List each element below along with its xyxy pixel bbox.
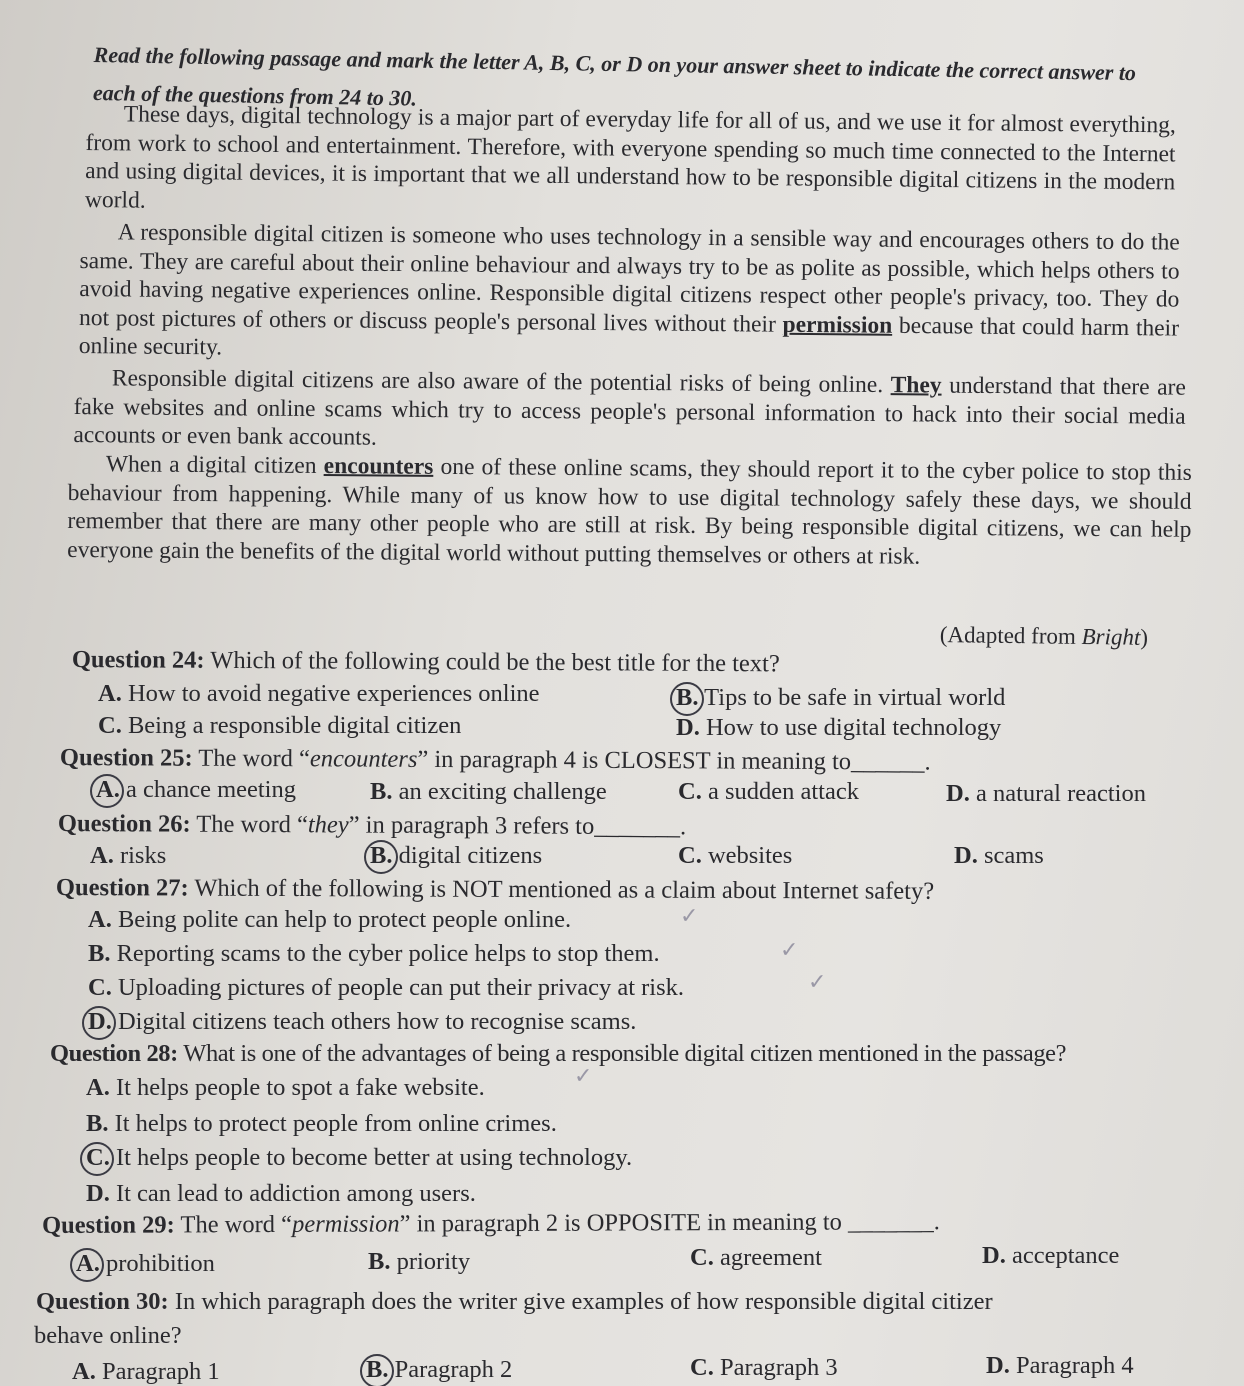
paragraph-4: When a digital citizen encounters one of these online scams, they should report it to the cyber police to stop this behaviour from happening. While many of us know how to use digital technology safely these days, we should remember that there are many other people who are still at risk. By being responsible digital citizens, we can help everyone gain the benefits of the digital world without putting themselves or others at risk. [67,451,1192,570]
q24-option-a[interactable]: A. How to avoid negative experiences online [98,680,540,707]
q26-option-b[interactable]: B. digital citizens [370,842,543,869]
question-27: Question 27: Which of the following is NOT mentioned as a claim about Internet safety? [55,874,935,905]
q29-option-d[interactable]: D. acceptance [982,1242,1120,1269]
q25-option-d[interactable]: D. a natural reaction [946,780,1146,807]
q27-option-b[interactable]: B. Reporting scams to the cyber police helps to stop them. [88,940,660,967]
passage-source: (Adapted from Bright) [939,622,1149,650]
q25-option-b[interactable]: B. an exciting challenge [370,778,607,805]
q28-option-a[interactable]: A. It helps people to spot a fake website. [86,1074,485,1101]
check-mark-icon: ✓ [808,970,827,995]
keyword-encounters: encounters [323,453,434,480]
q26-option-a[interactable]: A. risks [90,842,167,869]
q30-option-a[interactable]: A. Paragraph 1 [72,1358,220,1385]
question-28: Question 28: What is one of the advantages of being a responsible digital citizen mentioned in the passage? [50,1040,1067,1067]
question-25: Question 25: The word “encounters” in paragraph 4 is CLOSEST in meaning to______. [59,744,931,776]
q26-option-c[interactable]: C. websites [678,842,793,869]
check-mark-icon: ✓ [574,1064,593,1089]
q24-option-b[interactable]: B. Tips to be safe in virtual world [676,684,1006,711]
check-mark-icon: ✓ [680,904,699,929]
question-30: Question 30: In which paragraph does the writer give examples of how responsible digital citizer [36,1288,993,1315]
q28-option-c[interactable]: C. It helps people to become better at using technology. [86,1144,633,1171]
q28-option-d[interactable]: D. It can lead to addiction among users. [86,1180,476,1207]
question-26: Question 26: The word “they” in paragraph 3 refers to_______. [57,810,687,841]
instructions: Read the following passage and mark the letter A, B, C, or D on your answer sheet to indicate the correct answer to each of the questions from 24 to 30. [92,41,1137,111]
q28-option-b[interactable]: B. It helps to protect people from online crimes. [86,1110,557,1137]
selected-answer-mark: B. [370,842,393,869]
selected-answer-mark: C. [86,1144,110,1171]
paragraph-1: These days, digital technology is a major part of everyday life for all of us, and we use it for almost everything, from work to school and entertainment. Therefore, with everyone spending so much time connected to the Internet and using digital devices, it is important that we all understand how to be responsible digital citizens in the modern world. [84,101,1176,214]
q30-option-c[interactable]: C. Paragraph 3 [690,1354,838,1381]
q24-option-d[interactable]: D. How to use digital technology [676,714,1002,741]
q26-option-d[interactable]: D. scams [954,842,1044,869]
keyword-permission: permission [782,311,893,339]
paragraph-2: A responsible digital citizen is someone who uses technology in a sensible way and encourages others to do the same. They are careful about their online behaviour and always try to be as polite as possible, which helps others to avoid having negative experiences online. Responsible digital citizens respect other people's privacy, too. They do not post pictures of others or discuss people's personal lives without their permission because that could harm their online security. [78,219,1180,361]
selected-answer-mark: D. [88,1008,112,1035]
q27-option-d[interactable]: D. Digital citizens teach others how to recognise scams. [88,1008,637,1035]
selected-answer-mark: B. [366,1356,389,1383]
q29-option-a[interactable]: A. prohibition [76,1250,215,1277]
question-29: Question 29: The word “permission” in paragraph 2 is OPPOSITE in meaning to _______. [42,1208,940,1239]
selected-answer-mark: A. [76,1250,100,1277]
q25-option-a[interactable]: A. a chance meeting [96,776,296,803]
q29-option-b[interactable]: B. priority [368,1248,471,1275]
keyword-they: They [890,372,942,399]
q30-option-b[interactable]: B. Paragraph 2 [366,1356,513,1383]
question-30-line-2: behave online? [34,1322,182,1349]
q24-option-c[interactable]: C. Being a responsible digital citizen [98,712,462,739]
selected-answer-mark: A. [96,776,120,803]
q27-option-a[interactable]: A. Being polite can help to protect people online. [88,906,572,933]
q27-option-c[interactable]: C. Uploading pictures of people can put their privacy at risk. [88,974,685,1001]
question-24: Question 24: Which of the following could be the best title for the text? [71,646,780,678]
paragraph-3: Responsible digital citizens are also aware of the potential risks of being online. They understand that there are fake websites and online scams which try to access people's personal information to hack into their social media accounts or even bank accounts. [73,365,1186,451]
q25-option-c[interactable]: C. a sudden attack [678,778,859,805]
q30-option-d[interactable]: D. Paragraph 4 [986,1352,1134,1379]
q29-option-c[interactable]: C. agreement [690,1244,822,1271]
check-mark-icon: ✓ [780,938,799,963]
selected-answer-mark: B. [676,684,699,711]
